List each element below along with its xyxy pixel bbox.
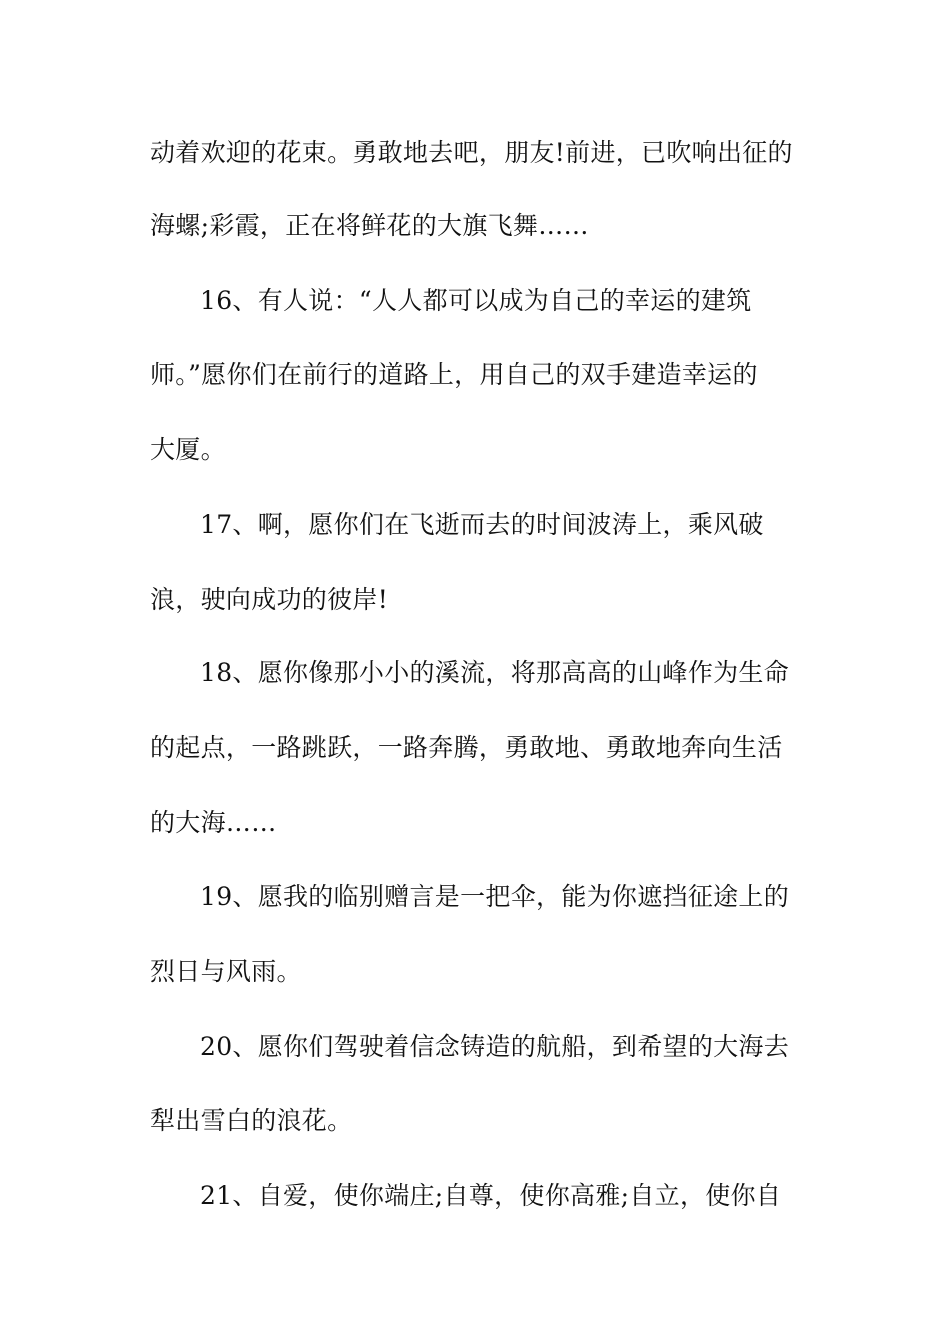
text-line: 烈日与风雨。	[150, 957, 302, 986]
paragraph-21-start: 21、自爱，使你端庄;自尊，使你高雅;自立，使你自	[200, 1181, 782, 1210]
paragraph-17-start: 17、啊，愿你们在飞逝而去的时间波涛上，乘风破	[200, 510, 764, 539]
text-line: 大厦。	[150, 435, 226, 464]
text-line: 犁出雪白的浪花。	[150, 1106, 353, 1135]
paragraph-16-start: 16、有人说：“人人都可以成为自己的幸运的建筑	[200, 286, 752, 315]
paragraph-20-start: 20、愿你们驾驶着信念铸造的航船，到希望的大海去	[200, 1032, 790, 1061]
paragraph-19-start: 19、愿我的临别赠言是一把伞，能为你遮挡征途上的	[200, 882, 790, 911]
text-line: 的起点，一路跳跃，一路奔腾，勇敢地、勇敢地奔向生活	[150, 733, 783, 762]
paragraph-18-start: 18、愿你像那小小的溪流，将那高高的山峰作为生命	[200, 658, 790, 687]
text-line: 海螺;彩霞，正在将鲜花的大旗飞舞……	[150, 211, 589, 240]
text-line: 的大海……	[150, 808, 277, 837]
text-line: 浪，驶向成功的彼岸!	[150, 585, 389, 614]
text-line: 动着欢迎的花束。勇敢地去吧，朋友!前进，已吹响出征的	[150, 138, 793, 167]
text-line: 师。”愿你们在前行的道路上，用自己的双手建造幸运的	[150, 360, 758, 389]
